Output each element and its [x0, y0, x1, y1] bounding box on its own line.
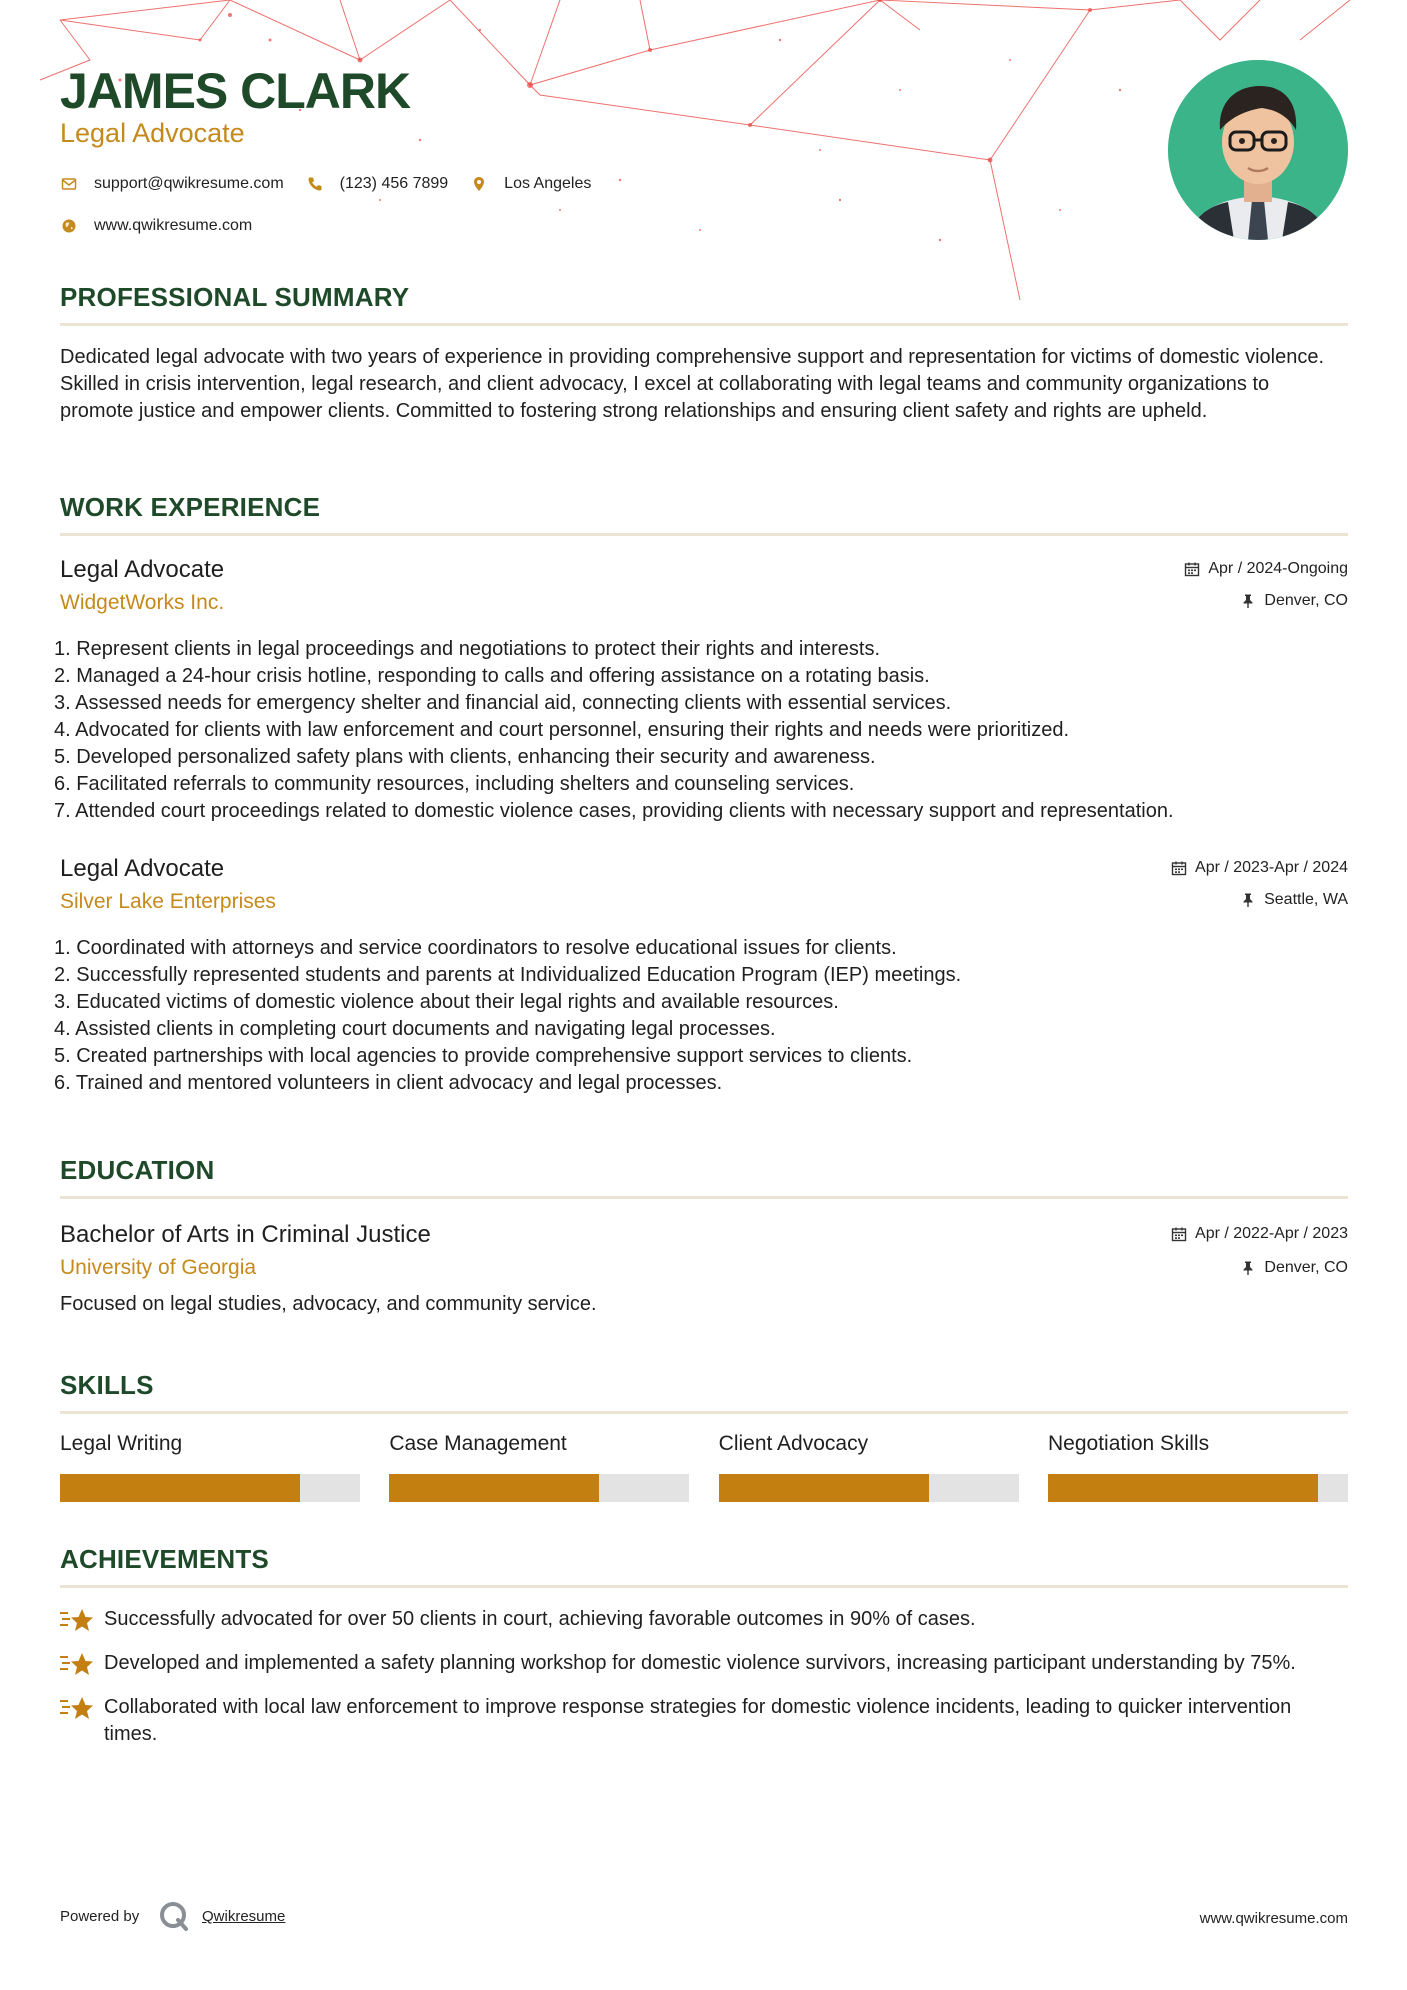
- job-location: [1240, 592, 1348, 610]
- education-description: Focused on legal studies, advocacy, and community service.: [60, 1293, 597, 1315]
- achievement-text: Developed and implemented a safety planning workshop for domestic violence survivors, increasing participant understanding by 75%.: [104, 1652, 1296, 1674]
- location-text: Los Angeles: [504, 175, 592, 192]
- achievement-text: Successfully advocated for over 50 clients in court, achieving favorable outcomes in 90% of cases.: [104, 1608, 976, 1630]
- pushpin-icon: [1240, 892, 1256, 908]
- job-date-text: Apr / 2023-Apr / 2024: [1195, 859, 1348, 876]
- achievements-section: [60, 1544, 1348, 1748]
- experience-heading: WORK EXPERIENCE: [60, 492, 1348, 536]
- skill-item: [389, 1432, 689, 1502]
- list-item: 5. Developed personalized safety plans with clients, enhancing their security and awareness.: [54, 746, 876, 768]
- job-header: [60, 556, 1348, 626]
- contact-info: [60, 172, 613, 256]
- job-title: Legal Advocate: [60, 556, 225, 583]
- list-item: 4. Advocated for clients with law enforcement and court personnel, ensuring their rights and needs were prioritized.: [54, 719, 1069, 741]
- contact-row-1: [60, 172, 613, 196]
- skill-item: [719, 1432, 1019, 1502]
- achievement-item: [60, 1694, 1348, 1748]
- job-location-text: Seattle, WA: [1264, 891, 1348, 908]
- list-item: 6. Facilitated referrals to community resources, including shelters and counseling services.: [54, 773, 855, 795]
- calendar-icon: [1184, 561, 1200, 577]
- job-date: [1171, 859, 1348, 877]
- profile-photo: [1168, 60, 1348, 240]
- skills-list: [60, 1432, 1348, 1502]
- star-icon: [60, 1650, 94, 1680]
- skill-bar: [60, 1474, 360, 1502]
- job-entry: [54, 855, 1348, 1097]
- contact-website[interactable]: [60, 217, 252, 235]
- pushpin-icon: [1240, 1260, 1256, 1276]
- job-responsibilities: [54, 636, 1348, 825]
- skills-heading: SKILLS: [60, 1370, 1348, 1414]
- list-item: 3. Educated victims of domestic violence about their legal rights and available resources.: [54, 991, 839, 1013]
- candidate-role: Legal Advocate: [60, 118, 245, 148]
- job-date: [1184, 560, 1348, 578]
- experience-section: [54, 492, 1348, 1097]
- contact-row-2: [60, 214, 613, 238]
- job-location: [1240, 891, 1348, 909]
- education-location: [1240, 1259, 1348, 1277]
- star-icon: [60, 1606, 94, 1636]
- phone-icon: [306, 175, 324, 193]
- calendar-icon: [1171, 1226, 1187, 1242]
- list-item: 2. Managed a 24-hour crisis hotline, responding to calls and offering assistance on a rotating basis.: [54, 665, 930, 687]
- website-text: www.qwikresume.com: [94, 217, 253, 234]
- job-company: Silver Lake Enterprises: [60, 890, 276, 913]
- skill-bar: [389, 1474, 689, 1502]
- summary-section: [60, 282, 1348, 425]
- education-header: [60, 1221, 1348, 1291]
- qwikresume-logo-icon: [156, 1898, 192, 1934]
- footer-url[interactable]: www.qwikresume.com: [1199, 1910, 1348, 1927]
- education-section: [60, 1155, 1348, 1318]
- education-location-text: Denver, CO: [1264, 1259, 1348, 1276]
- achievements-heading: ACHIEVEMENTS: [60, 1544, 1348, 1588]
- envelope-icon: [60, 175, 78, 193]
- list-item: 5. Created partnerships with local agencies to provide comprehensive support services to clients.: [54, 1045, 913, 1067]
- job-date-text: Apr / 2024-Ongoing: [1208, 560, 1348, 577]
- degree-title: Bachelor of Arts in Criminal Justice: [60, 1221, 431, 1248]
- contact-location: [470, 175, 591, 193]
- achievement-text: Collaborated with local law enforcement to improve response strategies for domestic violence incidents, leading to quicker intervention times.: [104, 1696, 1292, 1745]
- skill-bar-fill: [60, 1474, 300, 1502]
- summary-text: Dedicated legal advocate with two years of experience in providing comprehensive support and representation for victims of domestic violence. Skilled in crisis intervention, legal research, and client advocacy, I excel at collaborating with legal teams and community organizations to promote justice and empower clients. Committed to fostering strong relationships and ensuring client safety and rights are upheld.: [60, 346, 1325, 422]
- achievement-item: [60, 1606, 1348, 1636]
- star-icon: [60, 1694, 94, 1724]
- skill-item: [1048, 1432, 1348, 1502]
- skill-bar-fill: [719, 1474, 929, 1502]
- job-header: [60, 855, 1348, 925]
- skill-name: Client Advocacy: [718, 1432, 869, 1455]
- list-item: 1. Represent clients in legal proceedings and negotiations to protect their rights and interests.: [54, 638, 881, 660]
- list-item: 2. Successfully represented students and parents at Individualized Education Program (IEP) meetings.: [54, 964, 962, 986]
- job-entry: [54, 556, 1348, 825]
- list-item: 7. Attended court proceedings related to domestic violence cases, providing clients with necessary support and representation.: [54, 800, 1174, 822]
- education-date-text: Apr / 2022-Apr / 2023: [1195, 1225, 1348, 1242]
- contact-email[interactable]: [60, 175, 284, 193]
- skill-bar: [719, 1474, 1019, 1502]
- list-item: 1. Coordinated with attorneys and service coordinators to resolve educational issues for clients.: [54, 937, 897, 959]
- skill-item: [60, 1432, 360, 1502]
- list-item: 6. Trained and mentored volunteers in client advocacy and legal processes.: [54, 1072, 723, 1094]
- skill-name: Legal Writing: [60, 1432, 183, 1455]
- job-responsibilities: [54, 935, 1348, 1097]
- phone-text: (123) 456 7899: [339, 175, 449, 192]
- achievement-item: [60, 1650, 1348, 1680]
- skills-section: [60, 1370, 1348, 1502]
- skill-bar-fill: [389, 1474, 599, 1502]
- email-text: support@qwikresume.com: [94, 175, 284, 192]
- powered-by-label: Powered by: [60, 1908, 140, 1925]
- skill-bar-fill: [1048, 1474, 1318, 1502]
- education-date: [1171, 1225, 1348, 1243]
- education-entry: [60, 1221, 1348, 1318]
- calendar-icon: [1171, 860, 1187, 876]
- skill-name: Case Management: [389, 1432, 567, 1455]
- globe-icon: [60, 217, 78, 235]
- job-title: Legal Advocate: [60, 855, 225, 882]
- map-pin-icon: [470, 175, 488, 193]
- education-heading: EDUCATION: [60, 1155, 1348, 1199]
- skill-bar: [1048, 1474, 1348, 1502]
- list-item: 3. Assessed needs for emergency shelter and financial aid, connecting clients with essential services.: [54, 692, 952, 714]
- brand-link[interactable]: Qwikresume: [202, 1908, 286, 1925]
- candidate-name: JAMES CLARK: [60, 63, 411, 119]
- footer: [60, 1898, 1348, 1938]
- summary-heading: PROFESSIONAL SUMMARY: [60, 282, 1348, 326]
- contact-phone[interactable]: [306, 175, 449, 193]
- skill-name: Negotiation Skills: [1047, 1432, 1210, 1455]
- school-name: University of Georgia: [60, 1256, 257, 1279]
- job-location-text: Denver, CO: [1264, 592, 1348, 609]
- pushpin-icon: [1240, 593, 1256, 609]
- list-item: 4. Assisted clients in completing court documents and navigating legal processes.: [54, 1018, 776, 1040]
- job-company: WidgetWorks Inc.: [60, 591, 225, 614]
